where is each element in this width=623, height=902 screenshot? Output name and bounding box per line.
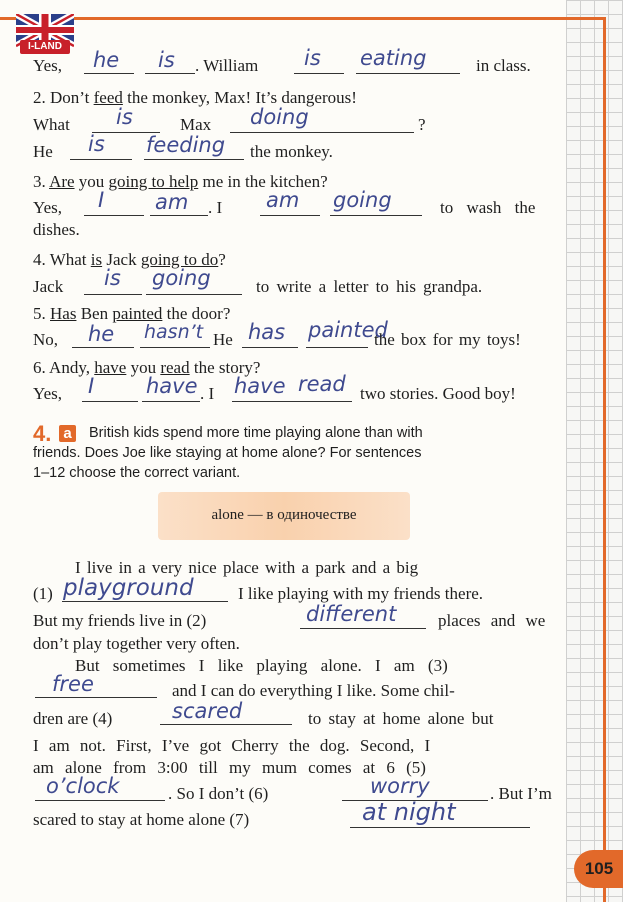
frame-top-line: [0, 17, 606, 20]
instruction-line: 1–12 choose the correct variant.: [33, 465, 241, 481]
handwriting-answer: going: [152, 266, 211, 290]
text-line: I live in a very nice place with a park and a big: [75, 558, 419, 577]
page-number: 105: [574, 850, 623, 888]
text-fragment: dren are (4): [33, 709, 113, 728]
handwriting-answer: free: [52, 672, 94, 696]
frame-right-line: [603, 17, 606, 902]
instruction-line: friends. Does Joe like staying at home alone? For sentences: [33, 445, 422, 461]
handwriting-answer: going: [333, 188, 392, 212]
handwriting-answer: eating: [360, 46, 427, 70]
handwriting-answer: feeding: [146, 133, 226, 157]
handwriting-answer: I: [88, 374, 95, 398]
handwriting-answer: is: [104, 266, 121, 290]
handwriting-answer: is: [88, 132, 105, 156]
text-line: am alone from 3:00 till my mum comes at 6 (5): [33, 758, 426, 777]
handwriting-answer: o’clock: [46, 774, 120, 798]
text-fragment: He: [213, 330, 233, 349]
vocabulary-note: alone — в одиночестве: [211, 507, 357, 523]
text-line: don’t play together very often.: [33, 634, 240, 653]
text-fragment: to write a letter to his grandpa.: [256, 277, 483, 296]
text-fragment: the box for my toys!: [374, 330, 521, 349]
text-fragment: I like playing with my friends there.: [238, 584, 484, 603]
text-fragment: and I can do everything I like. Some chil-: [172, 681, 455, 700]
handwriting-answer: read: [298, 372, 346, 396]
text-fragment: . I: [208, 198, 223, 217]
text-fragment: the monkey.: [250, 142, 333, 161]
text-fragment: What: [33, 115, 70, 134]
handwriting-answer: doing: [250, 105, 309, 129]
handwriting-answer: I: [98, 188, 105, 212]
i-land-logo: [16, 14, 74, 56]
text-fragment: Yes,: [33, 198, 62, 217]
text-fragment: . I: [200, 384, 215, 403]
text-fragment: . So I don’t (6): [168, 784, 269, 803]
text-fragment: . William: [195, 56, 259, 75]
exercise-number: 4.: [33, 421, 52, 446]
handwriting-answer: is: [116, 105, 133, 129]
text-line: But sometimes I like playing alone. I am (3): [75, 656, 448, 675]
question-6: 6. Andy, have you read the story?: [33, 358, 261, 377]
handwriting-answer: scared: [172, 699, 243, 723]
text-fragment: . But I’m: [490, 784, 552, 803]
handwriting-answer: different: [306, 602, 397, 626]
question-2: 2. Don’t feed the monkey, Max! It’s dangerous!: [33, 88, 357, 107]
handwriting-answer: am: [155, 190, 189, 214]
text-fragment: No,: [33, 330, 59, 349]
task-a-icon: a: [59, 425, 76, 442]
text-fragment: two stories. Good boy!: [360, 384, 516, 403]
question-3: 3. Are you going to help me in the kitchen?: [33, 172, 328, 191]
text-fragment: ?: [418, 115, 426, 134]
handwriting-answer: is: [304, 46, 321, 70]
text-fragment: (1): [33, 584, 53, 603]
text-fragment: to stay at home alone but: [308, 709, 494, 728]
handwriting-answer: is: [158, 48, 175, 72]
text-fragment: to wash the: [440, 198, 536, 217]
handwriting-answer: have: [146, 374, 198, 398]
text-fragment: Jack: [33, 277, 64, 296]
text-fragment: But my friends live in (2): [33, 611, 207, 630]
handwriting-answer: worry: [370, 774, 430, 798]
text-fragment: places and we: [438, 611, 546, 630]
vocabulary-banner: [158, 492, 410, 540]
grid-margin: [566, 0, 623, 902]
answer-line-1: Yes,: [33, 56, 62, 75]
handwriting-answer: painted: [308, 318, 388, 342]
question-5: 5. Has Ben painted the door?: [33, 304, 231, 323]
handwriting-answer: he: [88, 322, 115, 346]
text-fragment: He: [33, 142, 53, 161]
text-fragment: in class.: [476, 56, 531, 75]
handwriting-answer: has: [248, 320, 286, 344]
handwriting-answer: at night: [362, 798, 456, 826]
question-4: 4. What is Jack going to do?: [33, 250, 226, 269]
handwriting-answer: am: [266, 188, 300, 212]
handwriting-answer: have: [234, 374, 286, 398]
instruction-line: British kids spend more time playing alone than with: [89, 425, 423, 441]
handwriting-answer: hasn’t: [144, 321, 204, 343]
text-fragment: Max: [180, 115, 212, 134]
logo-text: I-LAND: [28, 41, 62, 52]
text-fragment: scared to stay at home alone (7): [33, 810, 250, 829]
handwriting-answer: playground: [63, 575, 194, 601]
handwriting-answer: he: [93, 48, 120, 72]
text-line: I am not. First, I’ve got Cherry the dog. Second, I: [33, 736, 431, 755]
text-fragment: Yes,: [33, 384, 62, 403]
text-fragment: dishes.: [33, 220, 80, 239]
